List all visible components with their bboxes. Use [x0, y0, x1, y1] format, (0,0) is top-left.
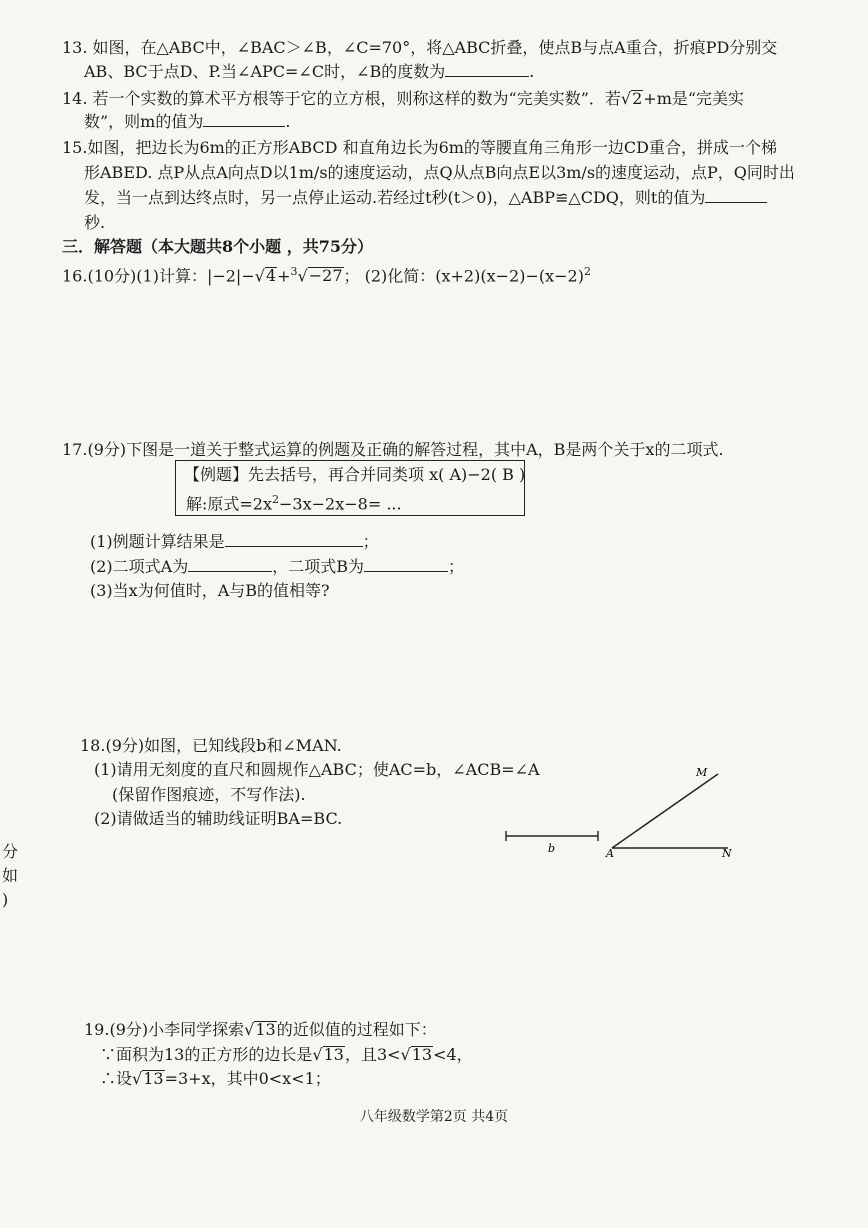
q15-line4: 秒. — [84, 213, 106, 232]
q17-box-line1: 【例题】先去括号，再合并同类项 x( A)−2( B ) — [184, 465, 526, 484]
sqrt-icon: √ — [620, 89, 632, 108]
q19-line3 — [100, 1069, 331, 1089]
q19-intro-b: 的近似值的过程如下： — [276, 1020, 437, 1039]
label-b: b — [548, 842, 556, 855]
cube-root-icon: √ — [297, 266, 308, 286]
q17-p2-a: (2)二项式A为 — [90, 557, 189, 576]
edge-mark-2: 如 — [2, 866, 19, 885]
q19-radicand: 13 — [255, 1020, 276, 1039]
q14-end: . — [285, 112, 291, 131]
q19-r2: 13 — [323, 1045, 344, 1064]
q16-line — [62, 262, 591, 286]
page-footer: 八年级数学第2页 共4页 — [359, 1109, 509, 1125]
q18-part2: (2)请做适当的辅助线证明BA=BC. — [94, 809, 343, 828]
q15-line1: 15.如图，把边长为6m的正方形ABCD 和直角边长为6m的等腰直角三角形一边CD重合，拼成一个梯 — [62, 138, 777, 157]
q16-radicand1: 4 — [265, 266, 277, 286]
q13-line2-text: AB、BC于点D、P.当∠APC=∠C时，∠B的度数为 — [84, 62, 446, 81]
q19-line2 — [100, 1045, 473, 1065]
q17-box-line2 — [186, 490, 402, 514]
q16-plus: + — [277, 266, 291, 286]
q17-part1 — [90, 532, 379, 552]
q13-answer-blank[interactable] — [445, 62, 529, 77]
section3-title: 三．解答题（本大题共8个小题 ，共75分） — [62, 237, 373, 256]
q16-radicand2: −27 — [308, 266, 343, 286]
q17-p2-blank-a[interactable] — [188, 557, 272, 572]
q16-cube-index: 3 — [290, 265, 298, 278]
q14-line2 — [84, 112, 290, 132]
ray-am — [612, 774, 718, 848]
q17-p1-blank[interactable] — [225, 532, 363, 547]
edge-mark-3: ) — [2, 890, 9, 909]
sqrt-icon: √ — [254, 266, 265, 286]
q13-line2 — [84, 62, 534, 82]
q19-l3-a: ∴设 — [100, 1069, 133, 1088]
q15-answer-blank[interactable] — [705, 188, 767, 203]
sqrt-icon: √ — [132, 1069, 143, 1088]
q19-r3: 13 — [411, 1045, 433, 1064]
label-m: M — [696, 766, 708, 779]
q19-l2-a: ∵面积为13的正方形的边长是 — [100, 1045, 313, 1064]
q19-r4: 13 — [143, 1069, 164, 1088]
q17-box-line2-a: 解:原式=2x — [186, 494, 273, 514]
edge-mark-1: 分 — [2, 842, 19, 861]
q15-line3 — [84, 188, 767, 208]
q13-end: . — [529, 62, 535, 81]
q19-l2-b: ，且3< — [344, 1045, 401, 1064]
q17-p1-end: ； — [362, 532, 379, 551]
q13-line1: 13. 如图，在△ABC中，∠BAC＞∠B，∠C=70°，将△ABC折叠，使点B与点A重合，折痕PD分别交 — [62, 38, 778, 57]
q18-part1: (1)请用无刻度的直尺和圆规作△ABC；使AC=b，∠ACB=∠A — [94, 760, 540, 779]
q14-answer-blank[interactable] — [203, 112, 285, 127]
q16-exp: 2 — [583, 265, 591, 278]
q17-box-exp: 2 — [272, 493, 280, 506]
sqrt-icon: √ — [244, 1020, 255, 1039]
q19-intro — [84, 1020, 437, 1040]
q17-part2 — [90, 557, 464, 577]
q18-figure — [500, 768, 760, 868]
segment-b — [506, 831, 598, 841]
q16-text-b: ； (2)化简：(x+2)(x−2)−(x−2) — [343, 266, 584, 286]
q17-p1-text: (1)例题计算结果是 — [90, 532, 225, 551]
q17-intro: 17.(9分)下图是一道关于整式运算的例题及正确的解答过程，其中A，B是两个关于x的二项式. — [62, 440, 724, 459]
q19-intro-a: 19.(9分)小李同学探索 — [84, 1020, 245, 1039]
q14-line1-a: 14. 若一个实数的算术平方根等于它的立方根，则称这样的数为“完美实数”．若 — [62, 89, 621, 108]
q18-part1b: (保留作图痕迹，不写作法). — [112, 785, 306, 804]
q14-line2-text: 数”，则m的值为 — [84, 112, 204, 131]
q17-p2-end: ； — [448, 557, 465, 576]
q19-l2-c: <4， — [433, 1045, 473, 1064]
q17-box-line2-b: −3x−2x−8= ... — [279, 494, 402, 514]
q17-p2-blank-b[interactable] — [364, 557, 448, 572]
q17-part3: (3)当x为何值时，A与B的值相等? — [90, 581, 330, 600]
q16-text-a: 16.(10分)(1)计算：|−2|− — [62, 266, 255, 286]
q15-line3-text: 发，当一点到达终点时，另一点停止运动.若经过t秒(t＞0)，△ABP≌△CDQ，则t的值为 — [84, 188, 706, 207]
q19-l3-b: =3+x，其中0<x<1； — [164, 1069, 331, 1088]
q17-p2-b: ，二项式B为 — [272, 557, 364, 576]
sqrt-icon: √ — [400, 1045, 411, 1064]
q14-radicand: 2 — [632, 89, 643, 108]
q15-line2: 形ABED. 点P从点A向点D以1m/s的速度运动，点Q从点B向点E以3m/s的速度运动，点P，Q同时出 — [84, 163, 795, 182]
q14-line1 — [62, 89, 744, 109]
q14-line1-b: +m是“完美实 — [643, 89, 745, 108]
label-a: A — [606, 847, 614, 860]
sqrt-icon: √ — [312, 1045, 323, 1064]
label-n: N — [722, 847, 732, 860]
q18-intro: 18.(9分)如图，已知线段b和∠MAN. — [80, 736, 342, 755]
